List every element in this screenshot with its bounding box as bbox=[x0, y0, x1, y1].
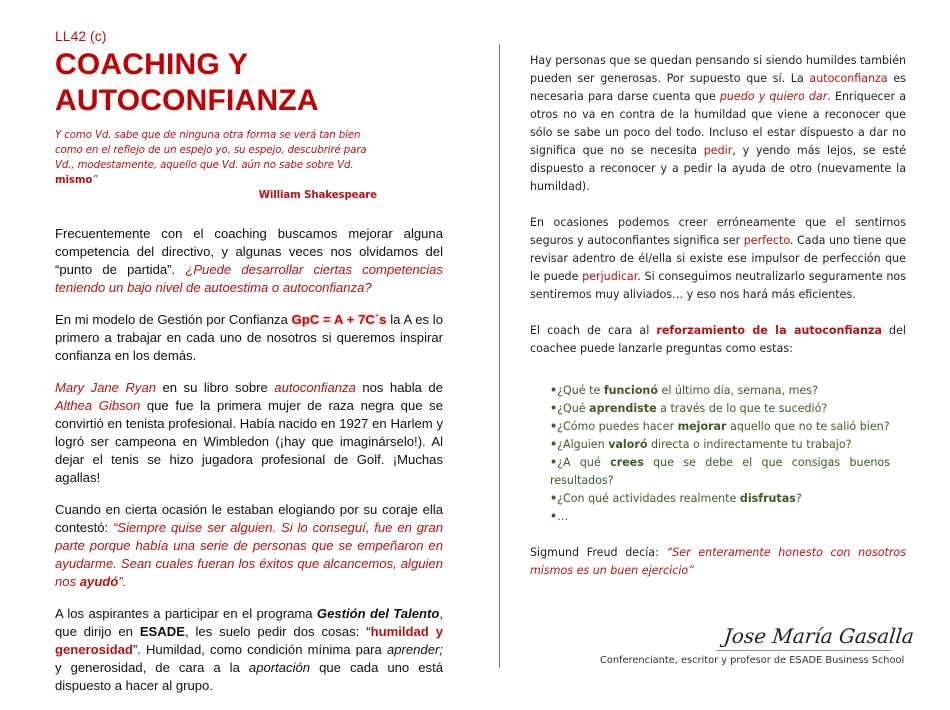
school-name: ESADE bbox=[139, 624, 185, 639]
text: A los aspirantes a participar en el programa bbox=[55, 606, 317, 621]
list-item bbox=[550, 436, 890, 454]
text: . Si conseguimos neutralizarlo seguramente nos sentiremos muy aliviados… y eso nos hará más eficientes. bbox=[530, 270, 906, 301]
text: ¿Qué te bbox=[557, 384, 604, 397]
text: ”. Humildad, como condición mínima para bbox=[132, 642, 387, 657]
text: ¿Alguien bbox=[557, 438, 609, 451]
program-name: Gestión del Talento bbox=[316, 606, 440, 621]
page-title bbox=[55, 47, 443, 119]
list-item bbox=[550, 382, 890, 400]
emphasis: aportación bbox=[248, 660, 311, 675]
text: es necesaria para darse cuenta que bbox=[530, 72, 906, 103]
text: ¿Con qué actividades realmente bbox=[557, 492, 740, 505]
keyword: disfrutas bbox=[739, 492, 796, 505]
keyword: valoró bbox=[608, 438, 648, 451]
text: ? bbox=[795, 492, 802, 505]
questions-list bbox=[550, 382, 906, 526]
bullet: • bbox=[550, 384, 558, 397]
gibson-quote-emphasis: ayudó bbox=[79, 574, 119, 589]
epigraph-quote: Y como Vd. sabe que de ninguna otra forma se verá tan bien como en el reflejo de un espejo yo, su espejo, descubriré para Vd., modestamente, aquello que Vd. aún no sabe sobre Vd. bbox=[55, 130, 367, 171]
text: en su libro sobre bbox=[156, 380, 275, 395]
text: nos habla de bbox=[355, 380, 443, 395]
text: Cuando en cierta ocasión le estaban elogiando por su coraje ella contestó: bbox=[55, 502, 443, 535]
keyword: crees bbox=[610, 456, 644, 469]
title-line-2: AUTOCONFIANZA bbox=[55, 84, 319, 117]
bullet: • bbox=[550, 402, 558, 415]
text: Hay personas que se quedan pensando si siendo humildes también pueden ser generosas. Por supuesto que sí. La bbox=[530, 54, 906, 85]
text: En ocasiones podemos creer erróneamente que el sentirnos seguros y autoconfiantes significa ser bbox=[530, 216, 906, 247]
bullet: • bbox=[550, 420, 558, 433]
text: aquello que no te salió bien? bbox=[726, 420, 890, 433]
highlight-question: ¿Puede desarrollar ciertas competencias teniendo un bajo nivel de autoestima o autoconfianza? bbox=[55, 262, 443, 295]
signature: Jose María Gasalla bbox=[722, 624, 916, 648]
list-item bbox=[550, 400, 890, 418]
paragraph-gpc-model bbox=[55, 311, 443, 365]
list-item bbox=[550, 490, 890, 508]
humility-generosity: humildad y generosidad bbox=[55, 624, 443, 657]
paragraph-althea-gibson bbox=[55, 379, 443, 487]
bullet: • bbox=[550, 438, 558, 451]
list-item bbox=[550, 508, 890, 526]
signature-line bbox=[716, 650, 891, 651]
text: que se debe el que consigas buenos resultados? bbox=[550, 456, 890, 487]
text: , y yendo más lejos, se esté dispuesto a reconocer y a pedir la ayuda de otro (nuevamente la humildad). bbox=[530, 144, 906, 193]
list-item bbox=[550, 454, 890, 490]
text: El coach de cara al bbox=[530, 324, 657, 337]
text: Sigmund Freud decía: bbox=[530, 546, 667, 559]
text: Frecuentemente con el coaching buscamos mejorar alguna competencia del directivo, y algunas veces nos olvidamos del “punto de partida”. bbox=[55, 226, 443, 277]
epigraph-quote-end: mismo bbox=[55, 175, 93, 186]
text: … bbox=[557, 510, 569, 523]
paragraph-freud bbox=[530, 544, 906, 580]
bullet: • bbox=[550, 492, 558, 505]
text: que cada uno está dispuesto a hacer al grupo. bbox=[55, 660, 443, 693]
text: . Cada uno tiene que revisar adentro de él/ella si existe ese impulsor de perfección que le puede bbox=[530, 234, 906, 283]
text: y generosidad, de cara a la bbox=[55, 660, 249, 675]
text: , les suelo pedir dos cosas: “ bbox=[184, 624, 371, 639]
document-code: LL42 (c) bbox=[55, 28, 107, 44]
text: ¿A qué bbox=[557, 456, 611, 469]
keyword: aprendiste bbox=[589, 402, 657, 415]
text: ¿Cómo puedes hacer bbox=[557, 420, 678, 433]
text: a través de lo que te sucedió? bbox=[656, 402, 828, 415]
epigraph bbox=[55, 128, 377, 203]
author-name: Mary Jane Ryan bbox=[55, 380, 157, 395]
bullet: • bbox=[550, 456, 558, 469]
keyword: perjudicar bbox=[582, 270, 638, 283]
keyword: reforzamiento de la autoconfianza bbox=[656, 324, 882, 337]
keyword: funcionó bbox=[603, 384, 658, 397]
keyword: autoconfianza bbox=[809, 72, 888, 85]
paragraph-starting-point bbox=[55, 225, 443, 297]
epigraph-close-quote: ” bbox=[92, 175, 98, 186]
gibson-quote: “Siempre quise ser alguien. Si lo conseguí, fue en gran parte porque había una serie de personas que se empeñaron en ayudarme. Sean cuales fueran los éxitos que alcancemos, alguien nos bbox=[55, 520, 443, 589]
text: ¿Qué bbox=[557, 402, 590, 415]
column-divider bbox=[499, 44, 500, 668]
text: , que dirijo en bbox=[55, 606, 443, 639]
text: directa o indirectamente tu trabajo? bbox=[647, 438, 852, 451]
paragraph-humility bbox=[530, 52, 906, 196]
title-line-1: COACHING Y bbox=[55, 48, 249, 81]
epigraph-author: William Shakespeare bbox=[258, 190, 377, 201]
text: En mi modelo de Gestión por Confianza bbox=[55, 312, 292, 327]
text: la A es lo primero a trabajar en cada uno de nosotros si queremos inspirar confianza en los demás. bbox=[55, 312, 443, 363]
gpc-formula: GpC = A + 7C´s bbox=[291, 312, 387, 327]
person-name: Althea Gibson bbox=[55, 398, 141, 413]
emphasis: puedo y quiero dar bbox=[719, 90, 828, 103]
paragraph-quote-gibson bbox=[55, 501, 443, 591]
author-credit: Conferenciante, escritor y profesor de ESADE Business School bbox=[600, 655, 905, 666]
right-column bbox=[530, 52, 906, 580]
text: del coachee puede lanzarle preguntas como estas: bbox=[530, 324, 906, 355]
text: . Enriquecer a otros no va en contra de la humildad que viene a reconocer que sólo se sabe un poco del todo. Incluso el estar dispuesto a dar no significa que no se necesita bbox=[530, 90, 906, 157]
keyword: perfecto bbox=[743, 234, 790, 247]
freud-quote: “Ser enteramente honesto con nosotros mismos es un buen ejercicio” bbox=[530, 546, 906, 577]
paragraph-coach-questions bbox=[530, 322, 906, 358]
emphasis: aprender; bbox=[386, 642, 443, 657]
paragraph-esade-program bbox=[55, 605, 443, 695]
text: que fue la primera mujer de raza negra que se convirtió en tenista profesional. Había nacido en 1927 en Harlem y logró ser campeona en Wimbledon (¡hay que imaginárselo!). Al dejar el tenis se hizo jugadora profesional de Golf. ¡Muchas agallas! bbox=[55, 398, 443, 485]
keyword: mejorar bbox=[677, 420, 727, 433]
left-column bbox=[55, 28, 443, 695]
bullet: • bbox=[550, 510, 558, 523]
list-item bbox=[550, 418, 890, 436]
gibson-quote-end: ”. bbox=[118, 574, 127, 589]
paragraph-perfection bbox=[530, 214, 906, 304]
keyword: autoconfianza bbox=[274, 380, 356, 395]
text: el último día, semana, mes? bbox=[657, 384, 818, 397]
keyword: pedir bbox=[703, 144, 733, 157]
